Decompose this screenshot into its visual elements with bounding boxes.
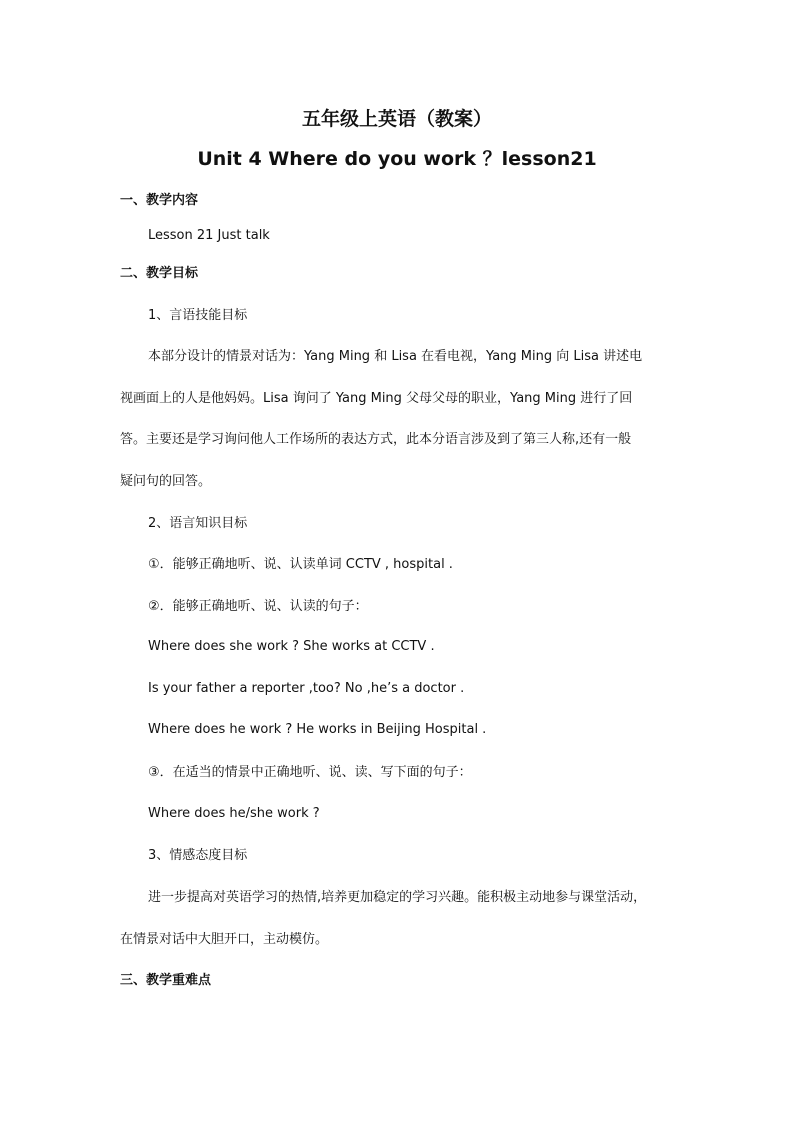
example-sentence-4: Where does he/she work ? [148,806,320,821]
knowledge-item-1: ①．能够正确地听、说、认读单词 CCTV , hospital . [148,557,453,572]
skill-paragraph-line-1: 本部分设计的情景对话为：Yang Ming 和 Lisa 在看电视，Yang Ming 向 Lisa 讲述电 [148,349,643,364]
skill-paragraph-line-4: 疑问句的回答。 [120,474,212,489]
document-subtitle: Unit 4 Where do you work ？lesson21 [197,148,597,170]
example-sentence-3: Where does he work ? He works in Beijing Hospital . [148,722,487,737]
section-heading-content: 一、教学内容 [120,193,199,208]
attitude-paragraph-line-1: 进一步提高对英语学习的热情,培养更加稳定的学习兴趣。能积极主动地参与课堂活动， [148,890,647,905]
example-sentence-1: Where does she work ? She works at CCTV . [148,639,435,654]
example-sentence-2: Is your father a reporter ,too? No ,he’s a doctor . [148,681,465,696]
document-title: 五年级上英语（教案） [301,108,492,130]
knowledge-goal-heading: 2、语言知识目标 [148,516,248,531]
attitude-paragraph-line-2: 在情景对话中大胆开口，主动模仿。 [120,932,329,947]
attitude-goal-heading: 3、情感态度目标 [148,848,248,863]
skill-paragraph-line-2: 视画面上的人是他妈妈。Lisa 询问了 Yang Ming 父母父母的职业，Yang Ming 进行了回 [120,391,633,406]
skill-goal-heading: 1、言语技能目标 [148,308,248,323]
knowledge-item-2: ②．能够正确地听、说、认读的句子： [148,599,368,614]
section-heading-goals: 二、教学目标 [120,266,199,281]
knowledge-item-3: ③．在适当的情景中正确地听、说、读、写下面的句子： [148,765,472,780]
skill-paragraph-line-3: 答。主要还是学习询问他人工作场所的表达方式，此本分语言涉及到了第三人称,还有一般 [120,432,632,447]
section-heading-key-points: 三、教学重难点 [120,973,212,988]
content-text: Lesson 21 Just talk [148,228,270,243]
